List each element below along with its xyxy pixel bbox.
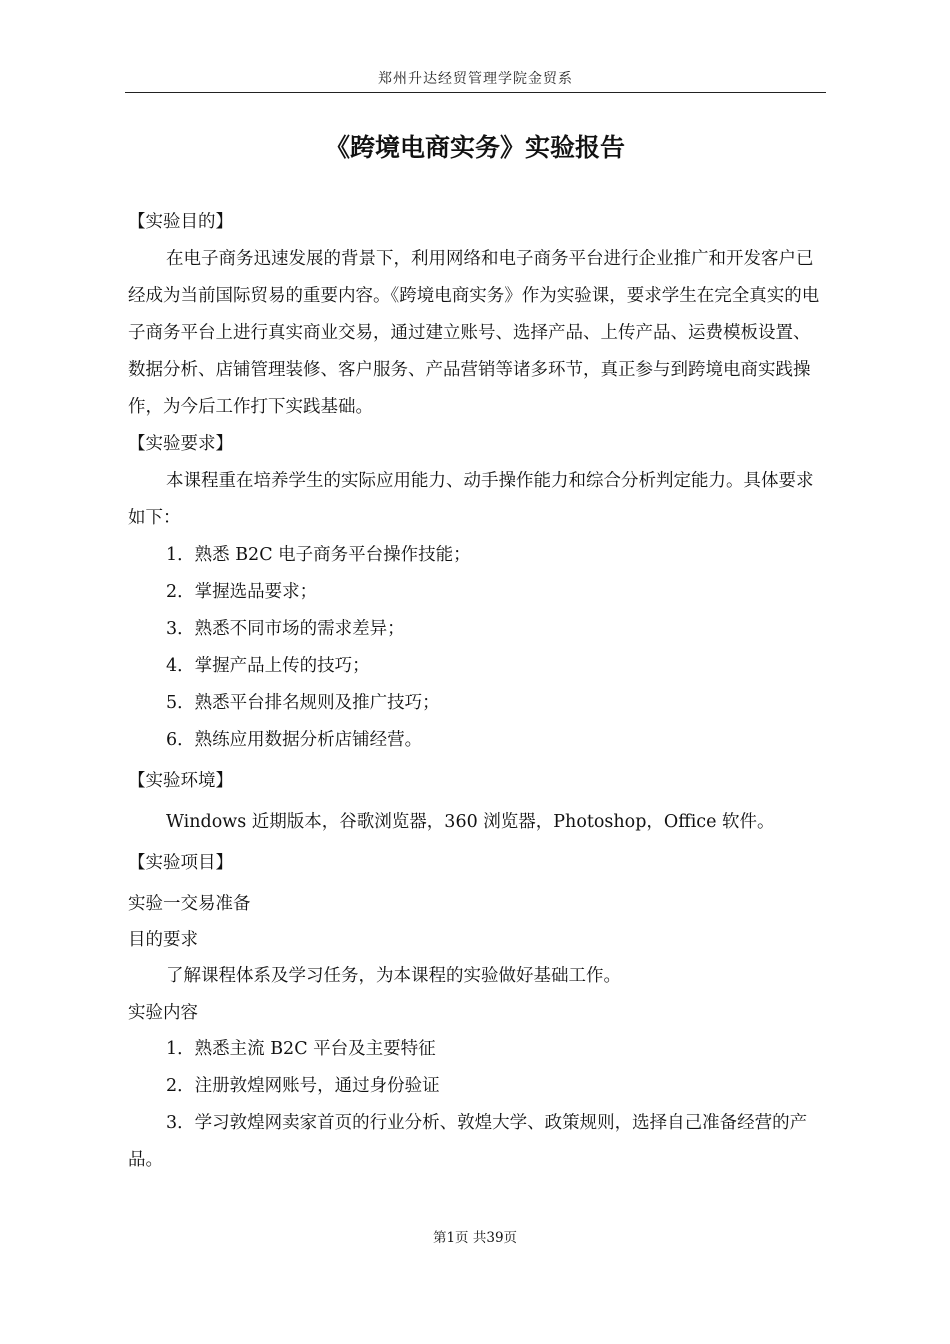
requirement-item: 1．熟悉 B2C 电子商务平台操作技能； [166,545,471,565]
section-heading-projects: 【实验项目】 [128,853,233,873]
requirements-intro: 本课程重在培养学生的实际应用能力、动手操作能力和综合分析判定能力。具体要求如下： [128,471,814,528]
section-heading-requirements: 【实验要求】 [128,434,233,454]
goal-heading: 目的要求 [128,930,198,950]
experiment-title: 实验一交易准备 [128,894,251,914]
requirement-item: 6．熟练应用数据分析店铺经营。 [166,730,423,750]
content-item: 3．学习敦煌网卖家首页的行业分析、敦煌大学、政策规则，选择自己准备经营的产品。 [128,1113,808,1170]
goal-text: 了解课程体系及学习任务，为本课程的实验做好基础工作。 [166,966,621,986]
section-heading-environment: 【实验环境】 [128,771,233,791]
content-heading: 实验内容 [128,1003,198,1023]
requirement-item: 5．熟悉平台排名规则及推广技巧； [166,693,440,713]
page-header: 郑州升达经贸管理学院金贸系 [378,71,573,87]
requirement-item: 3．熟悉不同市场的需求差异； [166,619,405,639]
requirement-item: 4．掌握产品上传的技巧； [166,656,370,676]
content-item: 1．熟悉主流 B2C 平台及主要特征 [166,1039,436,1059]
header-rule [125,92,826,93]
page-footer: 第1页 共39页 [432,1230,518,1246]
content-item: 2．注册敦煌网账号，通过身份验证 [166,1076,440,1096]
section-heading-purpose: 【实验目的】 [128,212,233,232]
purpose-paragraph: 在电子商务迅速发展的背景下，利用网络和电子商务平台进行企业推广和开发客户已经成为当前国际贸易的重要内容。《跨境电商实务》作为实验课，要求学生在完全真实的电子商务平台上进行真实商业交易，通过建立账号、选择产品、上传产品、运费模板设置、数据分析、店铺管理装修、客户服务、产品营销等诸多环节，真正参与到跨境电商实践操作，为今后工作打下实践基础。 [128,249,820,417]
requirement-item: 2．掌握选品要求； [166,582,318,602]
document-body [128,204,820,1179]
document-title: 《跨境电商实务》实验报告 [324,133,625,162]
environment-text: Windows 近期版本，谷歌浏览器，360 浏览器，Photoshop，Office 软件。 [166,812,775,832]
